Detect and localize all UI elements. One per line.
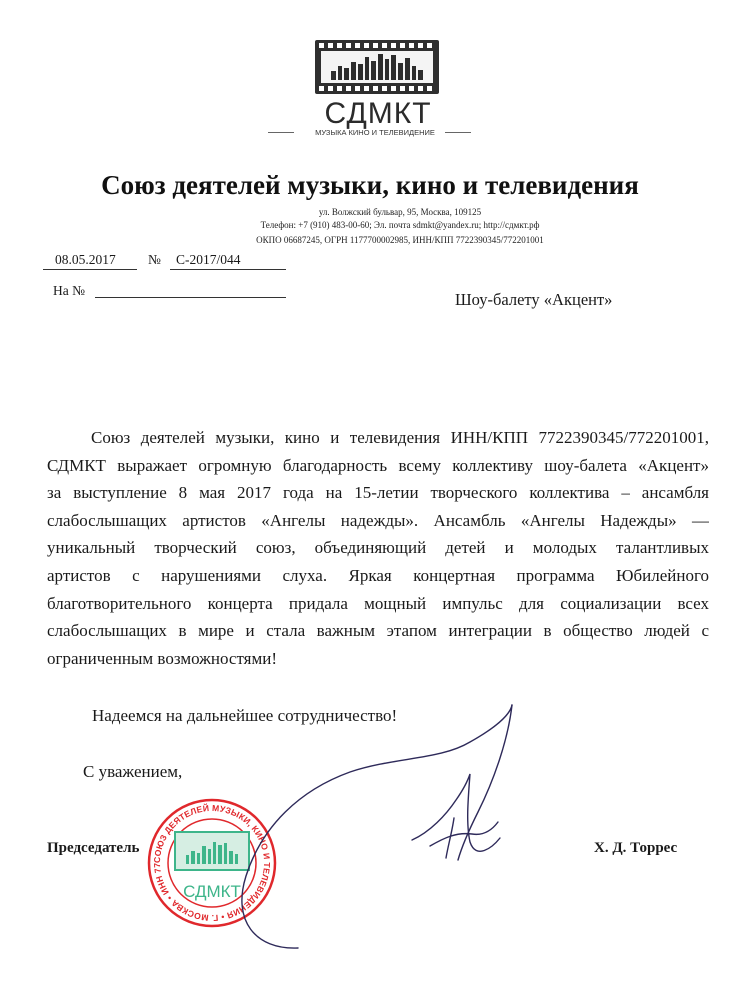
address-line: ул. Волжский бульвар, 95, Москва, 109125 <box>318 207 482 217</box>
logo-subtitle: МУЗЫКА КИНО И ТЕЛЕВИДЕНИЕ <box>315 128 435 137</box>
signatory-name: Х. Д. Торрес <box>594 840 678 856</box>
regards: С уважением, <box>83 762 183 781</box>
body-line: слабослышащих в мире и стала важным этапом интеграции в общество людей с <box>47 621 709 641</box>
body-line: благотворительного концерта придала мощный импульс для социализации всех <box>47 593 709 613</box>
stamp-center-name: СДМКТ <box>183 882 241 901</box>
stamp-ring-text: СОЮЗ ДЕЯТЕЛЕЙ МУЗЫКИ, КИНО И ТЕЛЕВИДЕНИЯ • Г. МОСКВА • ИНН 77 <box>151 802 273 924</box>
signatory-position: Председатель <box>47 840 140 856</box>
phone-email-line: Телефон: +7 (910) 483-00-60; Эл. почта sdmkt@yandex.ru; http://сдмкт.рф <box>260 220 540 230</box>
body-line: ограниченным возможностями! <box>47 648 278 668</box>
in-reply-label: На № <box>53 283 85 298</box>
body-line: за выступление 8 мая 2017 года на 15-летии творческого коллектива – ансамбля <box>47 483 709 503</box>
body-line: СДМКТ выражает огромную благодарность всему коллективу шоу-балета «Акцент» <box>47 455 709 475</box>
logo-name: СДМКТ <box>324 97 432 130</box>
body-line: уникальный творческий союз, объединяющий детей и молодых талантливых <box>47 538 709 558</box>
registry-line: ОКПО 06687245, ОГРН 1177700002985, ИНН/КПП 7722390345/772201001 <box>256 235 544 245</box>
letter-date: 08.05.2017 <box>55 252 116 267</box>
closing-wish: Надеемся на дальнейшее сотрудничество! <box>92 706 398 725</box>
outgoing-number: С-2017/044 <box>176 252 241 267</box>
recipient: Шоу-балету «Акцент» <box>455 290 613 309</box>
body-line: артистов с нарушениями слуха. Яркая концертная программа Юбилейного <box>47 565 709 585</box>
number-sign: № <box>148 252 161 267</box>
body-line: слабослышащих артистов «Ангелы надежды». Ансамбль «Ангелы Надежды» — <box>47 510 709 530</box>
organization-title: Союз деятелей музыки, кино и телевидения <box>101 170 639 200</box>
body-line: Союз деятелей музыки, кино и телевидения ИНН/КПП 7722390345/772201001, <box>91 428 709 447</box>
